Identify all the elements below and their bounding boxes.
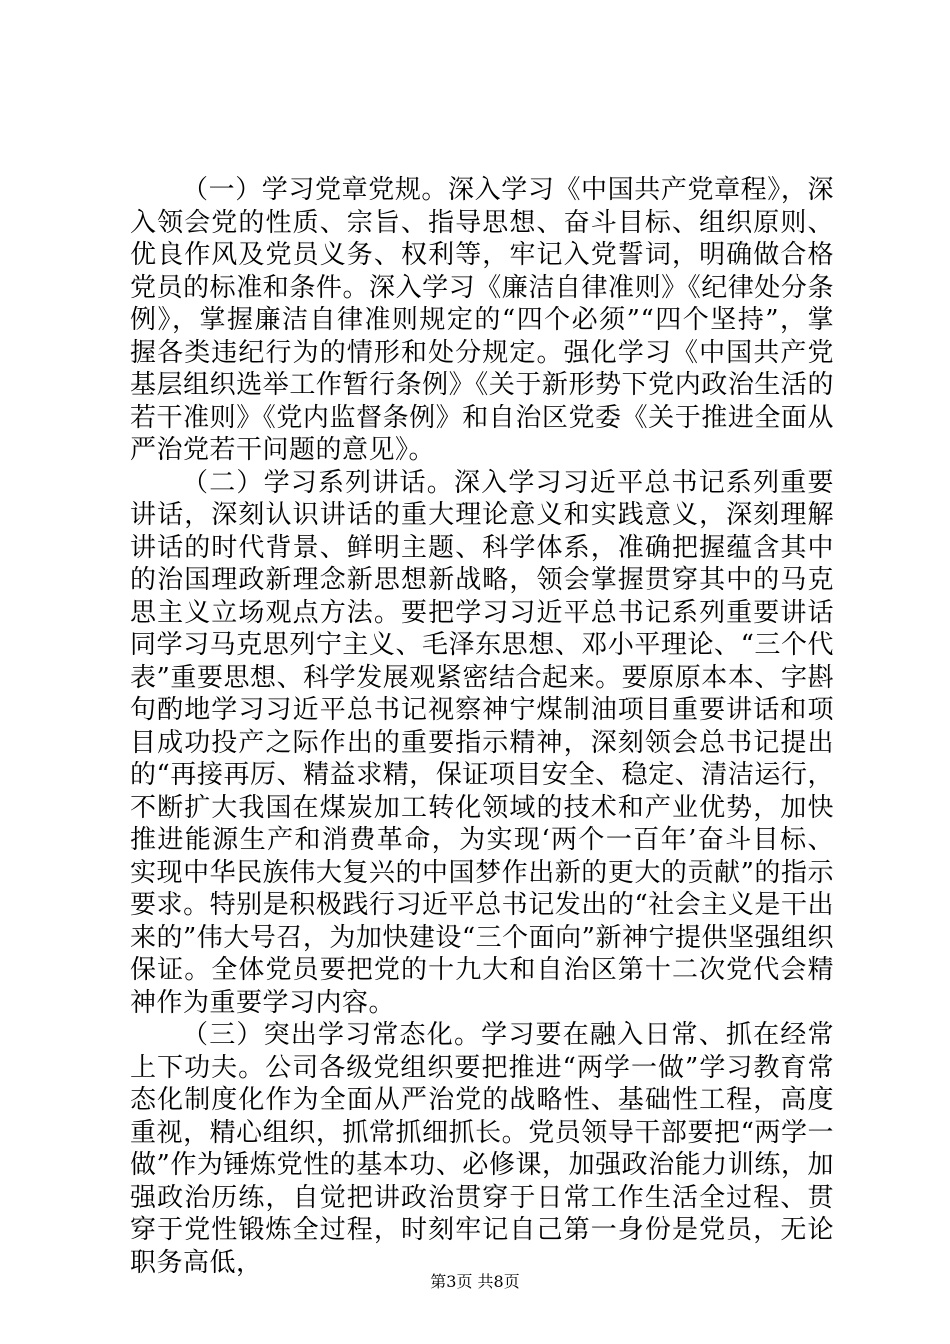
paragraph-study-party-rules: （一）学习党章党规。深入学习《中国共产党章程》，深入领会党的性质、宗旨、指导思想、奋斗目标、组织原则、优良作风及党员义务、权利等，牢记入党誓词，明确做合格党员的标准和条件。深入学习《廉洁自律准则》《纪律处分条例》，掌握廉洁自律准则规定的“四个必须”“四个坚持”，掌握各类违纪行为的情形和处分规定。强化学习《中国共产党基层组织选举工作暂行条例》《关于新形势下党内政治生活的若干准则》《党内监督条例》和自治区党委《关于推进全面从严治党若干问题的意见》。 [130, 175, 834, 465]
paragraph-regular-study: （三）突出学习常态化。学习要在融入日常、抓在经常上下功夫。公司各级党组织要把推进“两学一做”学习教育常态化制度化作为全面从严治党的战略性、基础性工程，高度重视，精心组织，抓常抓细抓长。党员领导干部要把“两学一做”作为锤炼党性的基本功、必修课，加强政治能力训练，加强政治历练，自觉把讲政治贯穿于日常工作生活全过程、贯穿于党性锻炼全过程，时刻牢记自己第一身份是党员，无论职务高低， [130, 1020, 834, 1278]
document-body [130, 174, 834, 1279]
paragraph-study-speeches: （二）学习系列讲话。深入学习习近平总书记系列重要讲话，深刻认识讲话的重大理论意义和实践意义，深刻理解讲话的时代背景、鲜明主题、科学体系，准确把握蕴含其中的治国理政新理念新思想新战略，领会掌握贯穿其中的马克思主义立场观点方法。要把学习习近平总书记系列重要讲话同学习马克思列宁主义、毛泽东思想、邓小平理论、“三个代表”重要思想、科学发展观紧密结合起来。要原原本本、字斟句酌地学习习近平总书记视察神宁煤制油项目重要讲话和项目成功投产之际作出的重要指示精神，深刻领会总书记提出的“再接再厉、精益求精，保证项目安全、稳定、清洁运行，不断扩大我国在煤炭加工转化领域的技术和产业优势，加快推进能源生产和消费革命，为实现‘两个一百年’奋斗目标、实现中华民族伟大复兴的中国梦作出新的更大的贡献”的指示要求。特别是积极践行习近平总书记发出的“社会主义是干出来的”伟大号召，为加快建设“三个面向”新神宁提供坚强组织保证。全体党员要把党的十九大和自治区第十二次党代会精神作为重要学习内容。 [130, 467, 834, 1018]
page-number-footer: 第3页 共8页 [430, 1272, 520, 1291]
